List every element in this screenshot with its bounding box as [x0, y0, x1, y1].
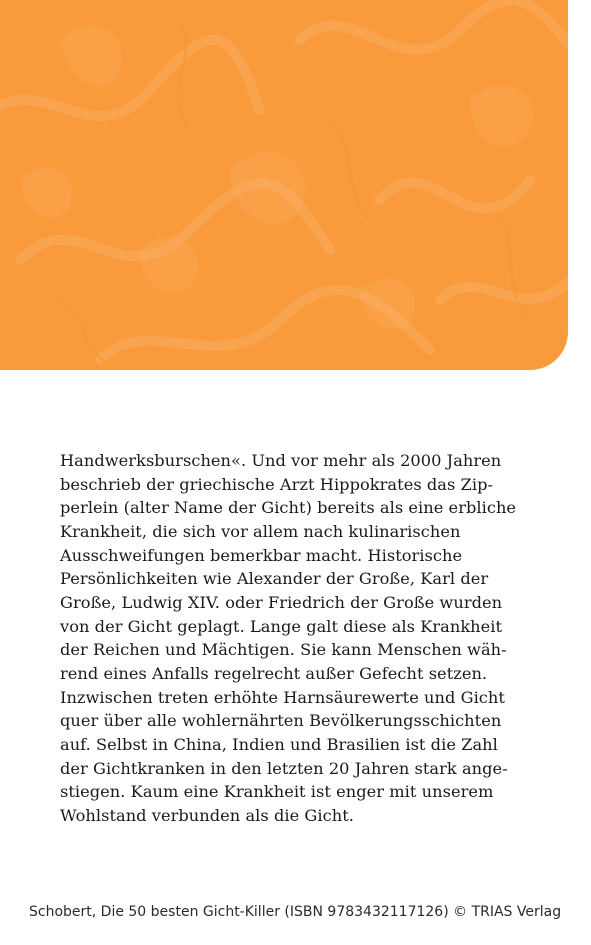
text-line: der Reichen und Mächtigen. Sie kann Menschen wäh- [60, 640, 507, 660]
floral-pattern-decoration [0, 0, 568, 370]
body-paragraph [60, 449, 520, 828]
text-line: Wohlstand verbunden als die Gicht. [60, 805, 354, 825]
text-line: rend eines Anfalls regelrecht außer Gefecht setzen. [60, 663, 488, 683]
footer-citation: Schobert, Die 50 besten Gicht-Killer (ISBN 9783432117126) © TRIAS Verlag [29, 904, 562, 920]
text-line: stiegen. Kaum eine Krankheit ist enger mit unserem [60, 782, 494, 802]
header-banner [0, 0, 568, 370]
text-line: Inzwischen treten erhöhte Harnsäurewerte und Gicht [60, 687, 505, 707]
text-line: Ausschweifungen bemerkbar macht. Historische [60, 545, 463, 565]
text-line: Krankheit, die sich vor allem nach kulinarischen [60, 521, 461, 541]
text-line: Handwerksburschen«. Und vor mehr als 2000 Jahren [60, 451, 502, 470]
text-line: Große, Ludwig XIV. oder Friedrich der Große wurden [60, 592, 503, 612]
text-line: der Gichtkranken in den letzten 20 Jahren stark ange- [60, 758, 508, 778]
text-line: Persönlichkeiten wie Alexander der Große, Karl der [60, 569, 489, 589]
text-line: perlein (alter Name der Gicht) bereits als eine erbliche [60, 498, 517, 518]
text-line: von der Gicht geplagt. Lange galt diese als Krankheit [60, 616, 503, 636]
text-line: auf. Selbst in China, Indien und Brasilien ist die Zahl [60, 734, 498, 754]
text-line: quer über alle wohlernährten Bevölkerungsschichten [60, 711, 502, 731]
text-line: beschrieb der griechische Arzt Hippokrates das Zip- [60, 474, 493, 494]
